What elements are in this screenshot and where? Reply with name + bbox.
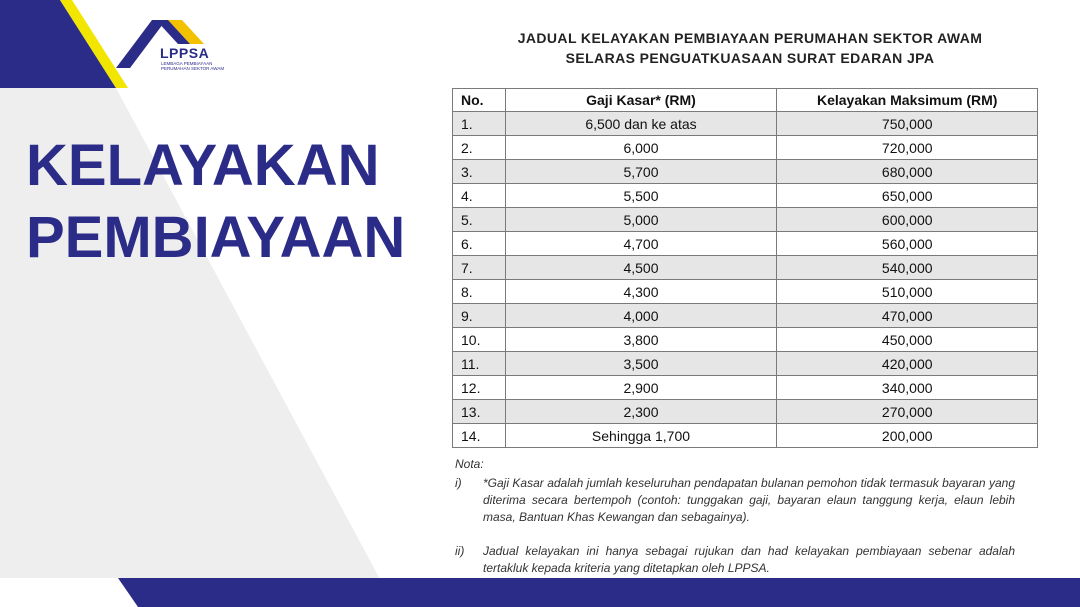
cell-no: 9.	[453, 304, 506, 328]
table-row	[453, 256, 1038, 280]
cell-no: 1.	[453, 112, 506, 136]
cell-gross-salary: 6,000	[505, 136, 777, 160]
header-gross-salary: Gaji Kasar* (RM)	[505, 89, 777, 112]
cell-max-eligibility: 510,000	[777, 280, 1038, 304]
cell-no: 12.	[453, 376, 506, 400]
cell-max-eligibility: 540,000	[777, 256, 1038, 280]
cell-no: 2.	[453, 136, 506, 160]
header-no: No.	[453, 89, 506, 112]
notes-section	[455, 456, 1015, 577]
note-text: Jadual kelayakan ini hanya sebagai rujukan dan had kelayakan pembiayaan sebenar adalah tertakluk kepada kriteria yang ditetapkan oleh LPPSA.	[483, 544, 1015, 575]
cell-max-eligibility: 420,000	[777, 352, 1038, 376]
table-row	[453, 400, 1038, 424]
document-title-line1: JADUAL KELAYAKAN PEMBIAYAAN PERUMAHAN SEKTOR AWAM	[517, 30, 983, 46]
cell-gross-salary: 3,800	[505, 328, 777, 352]
cell-max-eligibility: 650,000	[777, 184, 1038, 208]
table-row	[453, 136, 1038, 160]
cell-no: 10.	[453, 328, 506, 352]
table-row	[453, 352, 1038, 376]
header-max-eligibility: Kelayakan Maksimum (RM)	[777, 89, 1038, 112]
cell-no: 3.	[453, 160, 506, 184]
table-row	[453, 232, 1038, 256]
table-row	[453, 304, 1038, 328]
cell-max-eligibility: 750,000	[777, 112, 1038, 136]
table-row	[453, 184, 1038, 208]
note-item	[455, 475, 1015, 526]
cell-no: 13.	[453, 400, 506, 424]
cell-gross-salary: 4,500	[505, 256, 777, 280]
table-row	[453, 160, 1038, 184]
table-row	[453, 208, 1038, 232]
note-number: i)	[455, 476, 462, 490]
table-row	[453, 424, 1038, 448]
cell-max-eligibility: 470,000	[777, 304, 1038, 328]
logo-subtitle	[161, 61, 241, 71]
table-row	[453, 328, 1038, 352]
cell-gross-salary: 2,300	[505, 400, 777, 424]
note-item	[455, 543, 1015, 577]
cell-gross-salary: 2,900	[505, 376, 777, 400]
cell-max-eligibility: 600,000	[777, 208, 1038, 232]
cell-no: 11.	[453, 352, 506, 376]
cell-gross-salary: 5,700	[505, 160, 777, 184]
cell-max-eligibility: 450,000	[777, 328, 1038, 352]
cell-max-eligibility: 340,000	[777, 376, 1038, 400]
document-title-line2: SELARAS PENGUATKUASAAN SURAT EDARAN JPA	[565, 50, 935, 66]
page-title-line1: KELAYAKAN	[26, 133, 380, 198]
cell-no: 4.	[453, 184, 506, 208]
table-row	[453, 280, 1038, 304]
cell-gross-salary: 5,000	[505, 208, 777, 232]
logo-name: LPPSA	[160, 45, 210, 61]
cell-gross-salary: 5,500	[505, 184, 777, 208]
logo-subtitle-line1: LEMBAGA PEMBIAYAAN	[161, 61, 213, 66]
cell-max-eligibility: 680,000	[777, 160, 1038, 184]
cell-gross-salary: 3,500	[505, 352, 777, 376]
cell-no: 14.	[453, 424, 506, 448]
cell-gross-salary: 4,000	[505, 304, 777, 328]
cell-no: 6.	[453, 232, 506, 256]
note-number: ii)	[455, 544, 465, 558]
page-title	[26, 130, 405, 274]
cell-no: 7.	[453, 256, 506, 280]
cell-max-eligibility: 720,000	[777, 136, 1038, 160]
table-header-row	[453, 89, 1038, 112]
cell-gross-salary: 4,700	[505, 232, 777, 256]
cell-gross-salary: Sehingga 1,700	[505, 424, 777, 448]
cell-gross-salary: 6,500 dan ke atas	[505, 112, 777, 136]
logo-subtitle-line2: PERUMAHAN SEKTOR AWAM	[161, 66, 225, 71]
cell-no: 8.	[453, 280, 506, 304]
table-row	[453, 376, 1038, 400]
cell-no: 5.	[453, 208, 506, 232]
bottom-band	[0, 578, 1080, 607]
document-title	[460, 28, 1040, 68]
page-title-line2: PEMBIAYAAN	[26, 205, 406, 270]
note-text: *Gaji Kasar adalah jumlah keseluruhan pendapatan bulanan pemohon tidak termasuk bayaran yang diterima secara bertempoh (contoh: tunggakan gaji, bayaran elaun tanggung kerja, elaun lebih masa, Bantuan Khas Kewangan dan sebagainya).	[483, 476, 1015, 524]
cell-max-eligibility: 200,000	[777, 424, 1038, 448]
cell-gross-salary: 4,300	[505, 280, 777, 304]
notes-label: Nota:	[455, 457, 484, 471]
table-row	[453, 112, 1038, 136]
cell-max-eligibility: 270,000	[777, 400, 1038, 424]
cell-max-eligibility: 560,000	[777, 232, 1038, 256]
eligibility-table	[452, 88, 1038, 448]
